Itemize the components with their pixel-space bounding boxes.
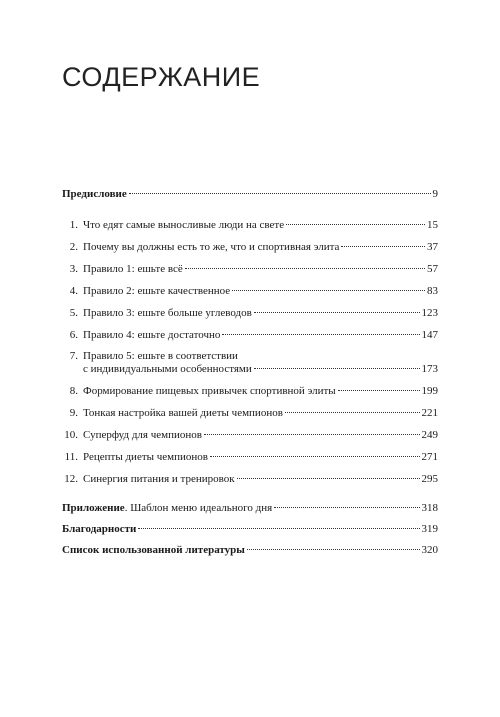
toc-entry-page: 319 bbox=[421, 523, 438, 535]
toc-entry-page: 57 bbox=[427, 263, 438, 275]
toc-entry-title: Правило 1: ешьте всё bbox=[83, 263, 183, 275]
chapter-number: 4. bbox=[69, 285, 78, 297]
dot-leader bbox=[254, 368, 420, 369]
appendix-title: . Шаблон меню идеального дня bbox=[124, 502, 273, 514]
toc-entry-chapter-2[interactable] bbox=[62, 241, 438, 254]
chapter-number: 7. bbox=[69, 350, 78, 362]
toc-entry-title: Формирование пищевых привычек спортивной элиты bbox=[83, 385, 336, 397]
toc-entry-page: 147 bbox=[421, 329, 438, 341]
dot-leader bbox=[247, 549, 420, 550]
chapter-number: 1. bbox=[69, 219, 78, 231]
toc-entry-page: 37 bbox=[427, 241, 438, 253]
toc-entry-acknowledgements[interactable] bbox=[62, 523, 438, 536]
toc-entry-title: Правило 2: ешьте качественное bbox=[83, 285, 231, 297]
dot-leader bbox=[222, 334, 419, 335]
toc-entry-chapter-8[interactable] bbox=[62, 385, 438, 398]
dot-leader bbox=[286, 224, 425, 225]
dot-leader bbox=[204, 434, 420, 435]
toc-entry-page: 318 bbox=[421, 502, 438, 514]
toc-entry-preface[interactable] bbox=[62, 188, 438, 201]
toc-entry-chapter-12[interactable] bbox=[62, 473, 438, 486]
dot-leader bbox=[232, 290, 425, 291]
toc-entry-chapter-9[interactable] bbox=[62, 407, 438, 420]
appendix-label: Приложение bbox=[62, 502, 125, 514]
toc-entry-chapter-4[interactable] bbox=[62, 285, 438, 298]
chapter-number: 8. bbox=[69, 385, 78, 397]
toc-entry-title-continued: с индивидуальными особенностями bbox=[83, 363, 252, 375]
toc-entry-page: 320 bbox=[421, 544, 438, 556]
toc-entry-page: 173 bbox=[421, 363, 438, 375]
toc-entry-page: 9 bbox=[432, 188, 438, 200]
toc-entry-page: 199 bbox=[421, 385, 438, 397]
dot-leader bbox=[129, 193, 431, 194]
toc-entry-appendix[interactable] bbox=[62, 502, 438, 515]
chapter-number: 3. bbox=[69, 263, 78, 275]
toc-entry-title: Тонкая настройка вашей диеты чемпионов bbox=[83, 407, 283, 419]
toc-entry-chapter-6[interactable] bbox=[62, 329, 438, 342]
toc-entry-page: 83 bbox=[427, 285, 438, 297]
dot-leader bbox=[254, 312, 420, 313]
chapter-number: 10. bbox=[64, 429, 78, 441]
chapter-number: 5. bbox=[69, 307, 78, 319]
toc-entry-title: Рецепты диеты чемпионов bbox=[83, 451, 209, 463]
toc-entry-chapter-10[interactable] bbox=[62, 429, 438, 442]
dot-leader bbox=[185, 268, 425, 269]
toc-entry-chapter-1[interactable] bbox=[62, 219, 438, 232]
dot-leader bbox=[338, 390, 420, 391]
chapter-number: 12. bbox=[64, 473, 78, 485]
toc-entry-title: Правило 3: ешьте больше углеводов bbox=[83, 307, 252, 319]
dot-leader bbox=[210, 456, 419, 457]
toc-entry-page: 221 bbox=[421, 407, 438, 419]
toc-entry-chapter-3[interactable] bbox=[62, 263, 438, 276]
toc-entry-chapter-7[interactable] bbox=[62, 350, 438, 376]
toc-entry-title: Список использованной литературы bbox=[62, 544, 245, 556]
toc-entry-title: Благодарности bbox=[62, 523, 137, 535]
dot-leader bbox=[237, 478, 420, 479]
toc-entry-title: Правило 4: ешьте достаточно bbox=[83, 329, 221, 341]
toc-entry-page: 249 bbox=[421, 429, 438, 441]
toc-entry-chapter-11[interactable] bbox=[62, 451, 438, 464]
chapter-number: 9. bbox=[69, 407, 78, 419]
toc-entry-page: 271 bbox=[421, 451, 438, 463]
toc-entry-page: 123 bbox=[421, 307, 438, 319]
dot-leader bbox=[285, 412, 420, 413]
toc-entry-title: Предисловие bbox=[62, 188, 127, 200]
toc-entry-bibliography[interactable] bbox=[62, 544, 438, 557]
toc-entry-title bbox=[62, 502, 272, 515]
chapter-number: 6. bbox=[69, 329, 78, 341]
page-title: СОДЕРЖАНИЕ bbox=[62, 62, 261, 92]
dot-leader bbox=[138, 528, 419, 529]
toc-entry-title: Что едят самые выносливые люди на свете bbox=[83, 219, 285, 231]
toc-entry-page: 295 bbox=[421, 473, 438, 485]
chapter-number: 2. bbox=[69, 241, 78, 253]
toc-entry-title: Почему вы должны есть то же, что и спортивная элита bbox=[83, 241, 340, 253]
toc-entry-title: Синергия питания и тренировок bbox=[83, 473, 235, 485]
toc-entry-title: Суперфуд для чемпионов bbox=[83, 429, 202, 441]
toc-entry-chapter-5[interactable] bbox=[62, 307, 438, 320]
toc-entry-page: 15 bbox=[427, 219, 438, 231]
dot-leader bbox=[341, 246, 425, 247]
toc-entry-title: Правило 5: ешьте в соответствии bbox=[83, 350, 238, 362]
dot-leader bbox=[274, 507, 419, 508]
chapter-number: 11. bbox=[64, 451, 78, 463]
